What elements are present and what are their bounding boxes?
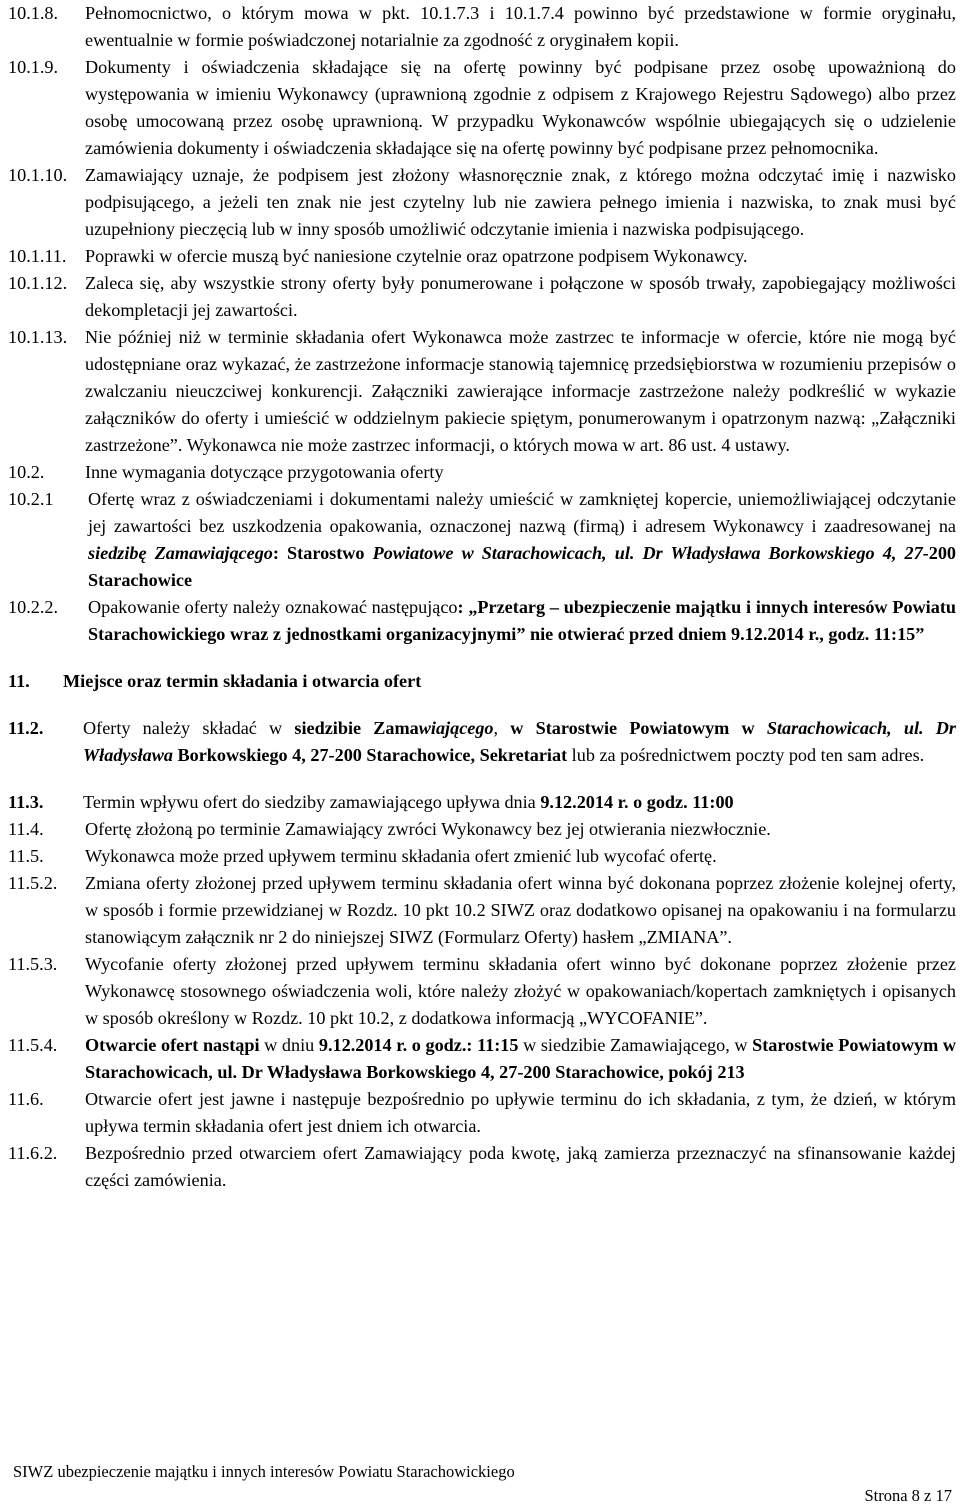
section-text	[85, 843, 956, 870]
text-run: Oferty należy składać w	[83, 718, 295, 738]
section-number: 11.2.	[8, 718, 44, 738]
page-number: Strona 8 z 17	[864, 1486, 952, 1505]
section-number: 10.1.13.	[8, 327, 68, 347]
text-run: -200 Starachowice	[88, 543, 957, 590]
text-run: w Starostwie Powiatowym w	[510, 718, 767, 738]
section-text	[83, 789, 956, 816]
section-text	[85, 870, 956, 951]
text-run: : „Przetarg – ubezpieczenie majątku i innych interesów Powiatu Starachowickiego wraz z jednostkami organizacyjnymi” nie otwierać przed dniem 9.12.2014 r., godz. 11:15”	[88, 597, 956, 644]
text-run: lub za pośrednictwem poczty pod ten sam adres.	[567, 745, 925, 765]
text-run: Wycofanie oferty złożonej przed upływem terminu składania ofert winno być dokonane poprzez złożenie przez Wykonawcę stosownego oświadczenia woli, które należy złożyć w opakowaniach/kopertach zamkniętych i opisanych w sposób określony w Rozdz. 10 pkt 10.2, z dodatkowa informacją „WYCOFANIE”.	[85, 954, 956, 1028]
text-run: Miejsce oraz termin składania i otwarcia ofert	[63, 671, 422, 691]
section-text	[85, 951, 956, 1032]
section-item	[8, 843, 956, 870]
section-item	[8, 270, 956, 324]
text-run: Starostwie Powiatowym w Starachowicach, ul. Dr Władysława Borkowskiego 4, 27-200 Starachowice, pokój 213	[85, 1035, 956, 1082]
section-text	[85, 270, 956, 324]
text-run: Ofertę wraz z oświadczeniami i dokumentami należy umieścić w zamkniętej kopercie, uniemożliwiającej odczytanie jej zawartości bez uszkodzenia opakowania, oznaczonej nazwą (firmą) i adresem Wykonawcy i zaadresowanej na	[88, 489, 956, 536]
section-number: 10.1.8.	[8, 3, 59, 23]
section-number: 11.3.	[8, 792, 44, 812]
section-item	[8, 1140, 956, 1194]
section-item	[8, 668, 956, 695]
text-run: Inne wymagania dotyczące przygotowania oferty	[85, 462, 444, 482]
text-run: siedzibę Zamawiającego	[88, 543, 273, 563]
section-text	[85, 162, 956, 243]
section-text	[85, 0, 956, 54]
section-item	[8, 162, 956, 243]
text-run: Pełnomocnictwo, o którym mowa w pkt. 10.1.7.3 i 10.1.7.4 powinno być przedstawione w formie oryginału, ewentualnie w formie poświadczonej notarialnie za zgodność z oryginałem kopii.	[85, 3, 956, 50]
text-run: w siedzibie Zamawiającego, w	[518, 1035, 753, 1055]
text-run: Powiatowe w Starachowicach, ul. Dr Władysława Borkowskiego 4, 27	[372, 543, 923, 563]
section-item	[8, 0, 956, 54]
section-number: 10.2.	[8, 462, 45, 482]
text-run: Otwarcie ofert nastąpi	[85, 1035, 260, 1055]
text-run: 9.12.2014 r. o godz. 11:00	[540, 792, 734, 812]
section-number: 11.	[8, 671, 30, 691]
section-text	[85, 54, 956, 162]
section-number: 11.5.4.	[8, 1035, 58, 1055]
text-run: Zamawiający uznaje, że podpisem jest złożony własnoręcznie znak, z którego można odczytać imię i nazwisko podpisującego, a jeżeli ten znak nie jest czytelny lub nie zawiera pełnego imienia i nazwiska, to znak musi być uzupełniony pieczęcią lub w inny sposób umożliwić odczytanie imienia i nazwiska podpisującego.	[85, 165, 956, 239]
section-number: 10.1.12.	[8, 273, 68, 293]
text-run: Ofertę złożoną po terminie Zamawiający zwróci Wykonawcy bez jej otwierania niezwłocznie.	[85, 819, 771, 839]
text-run: Zaleca się, aby wszystkie strony oferty były ponumerowane i połączone w sposób trwały, zapobiegający możliwości dekompletacji jej zawartości.	[85, 273, 956, 320]
text-run: ,	[493, 718, 511, 738]
section-number: 10.1.9.	[8, 57, 59, 77]
section-item	[8, 789, 956, 816]
text-run: w dniu	[259, 1035, 319, 1055]
section-text	[85, 1140, 956, 1194]
section-item	[8, 243, 956, 270]
text-run: : Starostwo	[272, 543, 373, 563]
text-run: Borkowskiego 4, 27-200 Starachowice, Sekretariat	[172, 745, 568, 765]
section-number: 11.5.	[8, 846, 44, 866]
section-item	[8, 594, 956, 648]
section-number: 10.2.2.	[8, 597, 59, 617]
section-item	[8, 486, 956, 594]
text-run: Bezpośrednio przed otwarciem ofert Zamawiający poda kwotę, jaką zamierza przeznaczyć na sfinansowanie każdej części zamówienia.	[85, 1143, 956, 1190]
section-text	[88, 594, 956, 648]
text-run: Termin wpływu ofert do siedziby zamawiającego upływa dnia	[83, 792, 541, 812]
section-number: 11.6.	[8, 1089, 44, 1109]
text-run: 9.12.2014 r. o godz.: 11:15	[318, 1035, 519, 1055]
text-run: Dokumenty i oświadczenia składające się na ofertę powinny być podpisane przez osobę upoważnioną do występowania w imieniu Wykonawcy (uprawnioną zgodnie z odpisem z Krajowego Rejestru Sądowego) albo przez osobę umocowaną przez osobę uprawnioną. W przypadku Wykonawców wspólnie ubiegających się o udzielenie zamówienia dokumenty i oświadczenia składające się na ofertę powinny być podpisane przez pełnomocnika.	[85, 57, 956, 158]
section-number: 10.2.1	[8, 489, 54, 509]
section-text	[63, 668, 956, 695]
section-item	[8, 324, 956, 459]
section-number: 10.1.11.	[8, 246, 67, 266]
text-run: Nie później niż w terminie składania ofert Wykonawca może zastrzec te informacje w ofercie, które nie mogą być udostępniane oraz wykazać, że zastrzeżone informacje stanowią tajemnicę przedsiębiorstwa w rozumieniu przepisów o zwalczaniu nieuczciwej konkurencji. Załączniki zawierające informacje zastrzeżone należy podkreślić w wykazie załączników do oferty i umieścić w oddzielnym pakiecie spiętym, ponumerowanym i opatrzonym nazwą: „Załączniki zastrzeżone”. Wykonawca nie może zastrzec informacji, o których mowa w art. 86 ust. 4 ustawy.	[85, 327, 956, 455]
section-item	[8, 1086, 956, 1140]
text-run: wiającego	[418, 718, 494, 738]
text-run: Poprawki w ofercie muszą być naniesione czytelnie oraz opatrzone podpisem Wykonawcy.	[85, 246, 748, 266]
document-body	[8, 0, 956, 1194]
footer-document-title: SIWZ ubezpieczenie majątku i innych interesów Powiatu Starachowickiego	[13, 1462, 515, 1481]
text-run: Otwarcie ofert jest jawne i następuje bezpośrednio po upływie terminu do ich składania, z tym, że dzień, w którym upływa termin składania ofert jest dniem ich otwarcia.	[85, 1089, 956, 1136]
section-item	[8, 715, 956, 769]
section-item	[8, 951, 956, 1032]
text-run: Wykonawca może przed upływem terminu składania ofert zmienić lub wycofać ofertę.	[85, 846, 717, 866]
text-run: Opakowanie oferty należy oznakować następująco	[88, 597, 458, 617]
section-number: 11.5.3.	[8, 954, 58, 974]
text-run: siedzibie Zama	[294, 718, 419, 738]
section-text	[85, 1086, 956, 1140]
section-text	[85, 459, 956, 486]
section-number: 11.6.2.	[8, 1143, 58, 1163]
section-text	[85, 816, 956, 843]
section-text	[88, 486, 956, 594]
text-run: Zmiana oferty złożonej przed upływem terminu składania ofert winna być dokonana poprzez złożenie kolejnej oferty, w sposób i formie przewidzianej w Rozdz. 10 pkt 10.2 SIWZ oraz dodatkowo opisanej na opakowaniu i na formularzu stanowiącym załącznik nr 2 do niniejszej SIWZ (Formularz Oferty) hasłem „ZMIANA”.	[85, 873, 956, 947]
section-item	[8, 459, 956, 486]
text-run: Starachowicach, ul. Dr Władysława	[83, 718, 957, 765]
section-text	[85, 243, 956, 270]
section-number: 11.5.2.	[8, 873, 58, 893]
section-item	[8, 54, 956, 162]
section-text	[83, 715, 956, 769]
section-item	[8, 1032, 956, 1086]
page-footer	[0, 1462, 960, 1506]
section-item	[8, 870, 956, 951]
section-number: 11.4.	[8, 819, 44, 839]
section-number: 10.1.10.	[8, 165, 68, 185]
section-item	[8, 816, 956, 843]
section-text	[85, 1032, 956, 1086]
section-text	[85, 324, 956, 459]
